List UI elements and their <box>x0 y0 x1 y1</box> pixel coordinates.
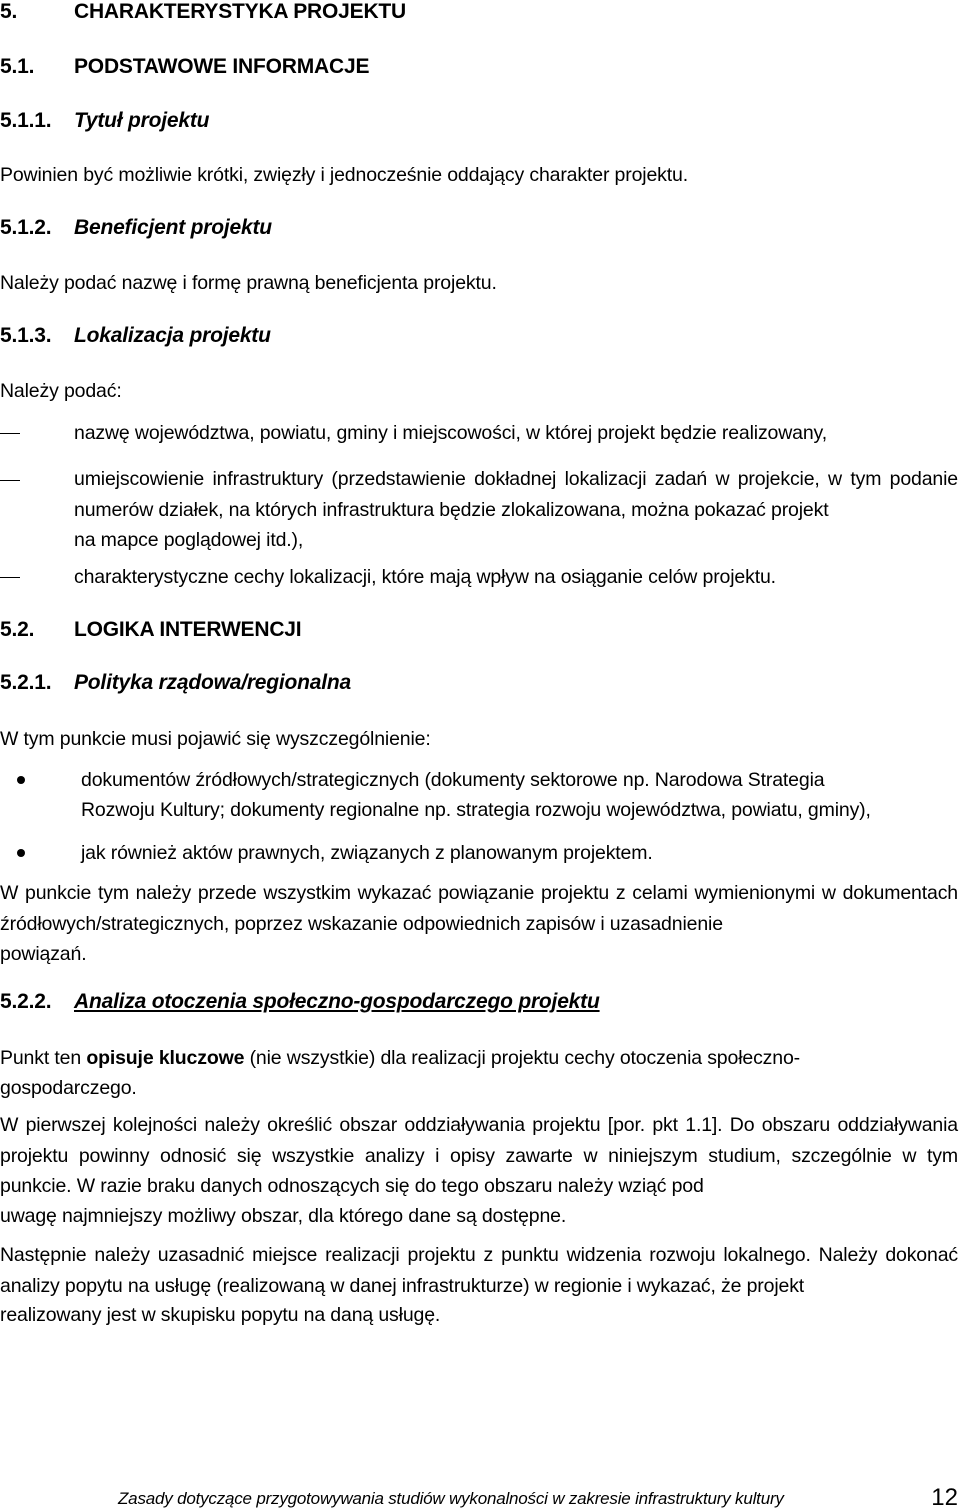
paragraph-polityka-intro: W tym punkcie musi pojawić się wyszczególnienie: <box>0 728 431 750</box>
heading-5-1-2: 5.1.2. Beneficjent projektu <box>0 216 272 239</box>
bullet-marker <box>17 849 25 857</box>
paragraph-polityka-body-end: powiązań. <box>0 943 87 965</box>
list-item: nazwę województwa, powiatu, gminy i miejscowości, w której projekt będzie realizowany, <box>74 422 827 444</box>
list-item: dokumentów źródłowych/strategicznych (dokumenty sektorowe np. Narodowa Strategia <box>81 769 825 791</box>
heading-5-1-1: 5.1.1. Tytuł projektu <box>0 109 210 132</box>
paragraph-beneficjent: Należy podać nazwę i formę prawną beneficjenta projektu. <box>0 272 497 294</box>
paragraph-tytul: Powinien być możliwie krótki, zwięzły i jednocześnie oddający charakter projektu. <box>0 164 688 186</box>
bullet-marker <box>17 776 25 784</box>
page-number: 12 <box>931 1484 958 1511</box>
heading-5-2: 5.2. LOGIKA INTERWENCJI <box>0 618 302 641</box>
list-item-continued: na mapce poglądowej itd.), <box>74 529 304 551</box>
dash-marker <box>0 577 20 578</box>
dash-marker <box>0 480 20 481</box>
paragraph-lokalizacja-intro: Należy podać: <box>0 380 122 402</box>
list-item: charakterystyczne cechy lokalizacji, które mają wpływ na osiąganie celów projektu. <box>74 566 776 588</box>
heading-5-1: 5.1. PODSTAWOWE INFORMACJE <box>0 55 370 78</box>
paragraph-analiza-2: W pierwszej kolejności należy określić obszar oddziaływania projektu [por. pkt 1.1]. Do obszaru oddziaływania projektu powinny odnosić się wszystkie analizy i opisy zawarte w niniejszym studium, szczególnie w tym punkcie. W razie braku danych odnoszących się do tego obszaru należy wziąć pod <box>0 1114 958 1197</box>
heading-5-2-2: 5.2.2. Analiza otoczenia społeczno-gospodarczego projektu <box>0 990 600 1013</box>
paragraph-polityka-body: W punkcie tym należy przede wszystkim wykazać powiązanie projektu z celami wymienionymi w dokumentach źródłowych/strategicznych, poprzez wskazanie odpowiednich zapisów i uzasadnienie <box>0 882 958 935</box>
page-footer: Zasady dotyczące przygotowywania studiów wykonalności w zakresie infrastruktury kultury <box>118 1489 784 1508</box>
dash-marker <box>0 433 20 434</box>
paragraph-analiza-3: Następnie należy uzasadnić miejsce realizacji projektu z punktu widzenia rozwoju lokalnego. Należy dokonać analizy popytu na usługę (realizowaną w danej infrastrukturze) w regionie i wykazać, że projekt <box>0 1244 958 1297</box>
heading-5: 5. CHARAKTERYSTYKA PROJEKTU <box>0 0 406 23</box>
list-item: jak również aktów prawnych, związanych z planowanym projektem. <box>81 842 653 864</box>
list-item-continued: Rozwoju Kultury; dokumenty regionalne np. strategia rozwoju województwa, powiatu, gminy), <box>81 799 871 821</box>
paragraph-analiza-1: Punkt ten opisuje kluczowe (nie wszystkie) dla realizacji projektu cechy otoczenia społeczno- <box>0 1047 801 1069</box>
list-item: umiejscowienie infrastruktury (przedstawienie dokładnej lokalizacji zadań w projekcie, w tym podanie numerów działek, na których infrastruktura będzie zlokalizowana, można pokazać projekt <box>74 468 958 521</box>
paragraph-analiza-1-end: gospodarczego. <box>0 1077 137 1099</box>
paragraph-analiza-2-end: uwagę najmniejszy możliwy obszar, dla którego dane są dostępne. <box>0 1205 567 1227</box>
heading-5-1-3: 5.1.3. Lokalizacja projektu <box>0 324 271 347</box>
paragraph-analiza-3-end: realizowany jest w skupisku popytu na daną usługę. <box>0 1304 441 1326</box>
heading-5-2-1: 5.2.1. Polityka rządowa/regionalna <box>0 671 352 694</box>
